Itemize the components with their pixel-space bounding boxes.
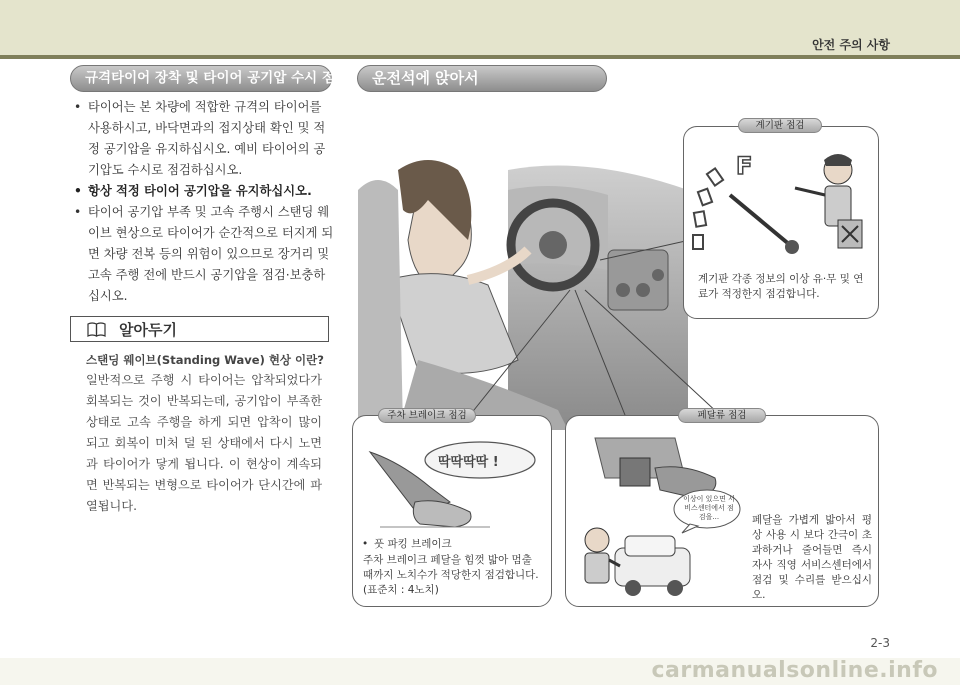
parking-brake-bullet: 풋 파킹 브레이크 (374, 538, 452, 550)
bullet-item: • 타이어 공기압 부족 및 고속 주행시 스탠딩 웨이브 현상으로 타이어가 순간적으로 터지게 되면 차량 전복 등의 위험이 있으므로 장거리 및 고속 주행 전에 반드시 공기압을 점검·보충하십시오. (70, 202, 335, 307)
note-question: 스탠딩 웨이브(Standing Wave) 현상 이란? (86, 353, 324, 367)
brake-sound-text: 딱딱딱딱 ! (438, 455, 499, 470)
pedal-check-text: 페달을 가볍게 밟아서 평상 사용 시 보다 간극이 초과하거나 줄어들면 즉시 자사 직영 서비스센터에서 점검 및 수리를 받으십시오. (752, 514, 872, 601)
fuel-gauge-illustration (690, 140, 875, 265)
watermark-bar (0, 658, 960, 685)
gauge-check-text: 계기판 각종 정보의 이상 유·무 및 연료가 적정한지 점검합니다. (698, 273, 864, 300)
page-number: 2-3 (870, 636, 890, 650)
section-title: 안전 주의 사항 (812, 38, 890, 52)
gauge-check-tag: 계기판 점검 (738, 118, 822, 133)
parking-brake-tag: 주차 브레이크 점검 (378, 408, 476, 423)
parking-brake-spec: (표준치 : 4노치) (363, 584, 439, 596)
note-title: 알아두기 (119, 321, 177, 339)
header-divider (0, 55, 960, 59)
bullet-item: • 타이어는 본 차량에 적합한 규격의 타이어를 사용하시고, 바닥면과의 접지상태 확인 및 적정 공기압을 유지하십시오. 예비 타이어의 공기압도 수시로 점검하십시오. (70, 97, 335, 181)
fuel-f-letter: F (736, 152, 753, 180)
note-body: 일반적으로 주행 시 타이어는 압착되었다가 회복되는 것이 반복되는데, 공기압이 부족한 상태로 고속 주행을 하게 되면 압착이 많이 되고 회복이 미처 덜 된 상태에서 다시 노면과 타이어가 닿게 됩니다. 이 현상이 계속되면 반복되는 변형으로 타이어가 단시간에 파열됩니다. (86, 373, 322, 513)
pedal-bubble-text: 이상이 있으면 서비스센터에서 점검을... (683, 495, 735, 521)
driver-seat-heading: 운전석에 앉아서 (357, 65, 607, 92)
book-icon (87, 322, 106, 337)
watermark-text: carmanualsonline.info (651, 658, 938, 683)
tire-check-heading: 규격타이어 장착 및 타이어 공기압 수시 점검 (70, 65, 332, 92)
parking-brake-illustration (360, 432, 545, 532)
parking-brake-text: 주차 브레이크 페달을 힘껏 밟아 멈출 때까지 노치수가 적당한지 점검합니다. (363, 554, 539, 581)
note-box (70, 316, 329, 342)
tire-bullet-list (70, 97, 335, 307)
pedal-check-tag: 페달류 점검 (678, 408, 766, 423)
bullet-item: • 항상 적정 타이어 공기압을 유지하십시오. (70, 181, 335, 202)
